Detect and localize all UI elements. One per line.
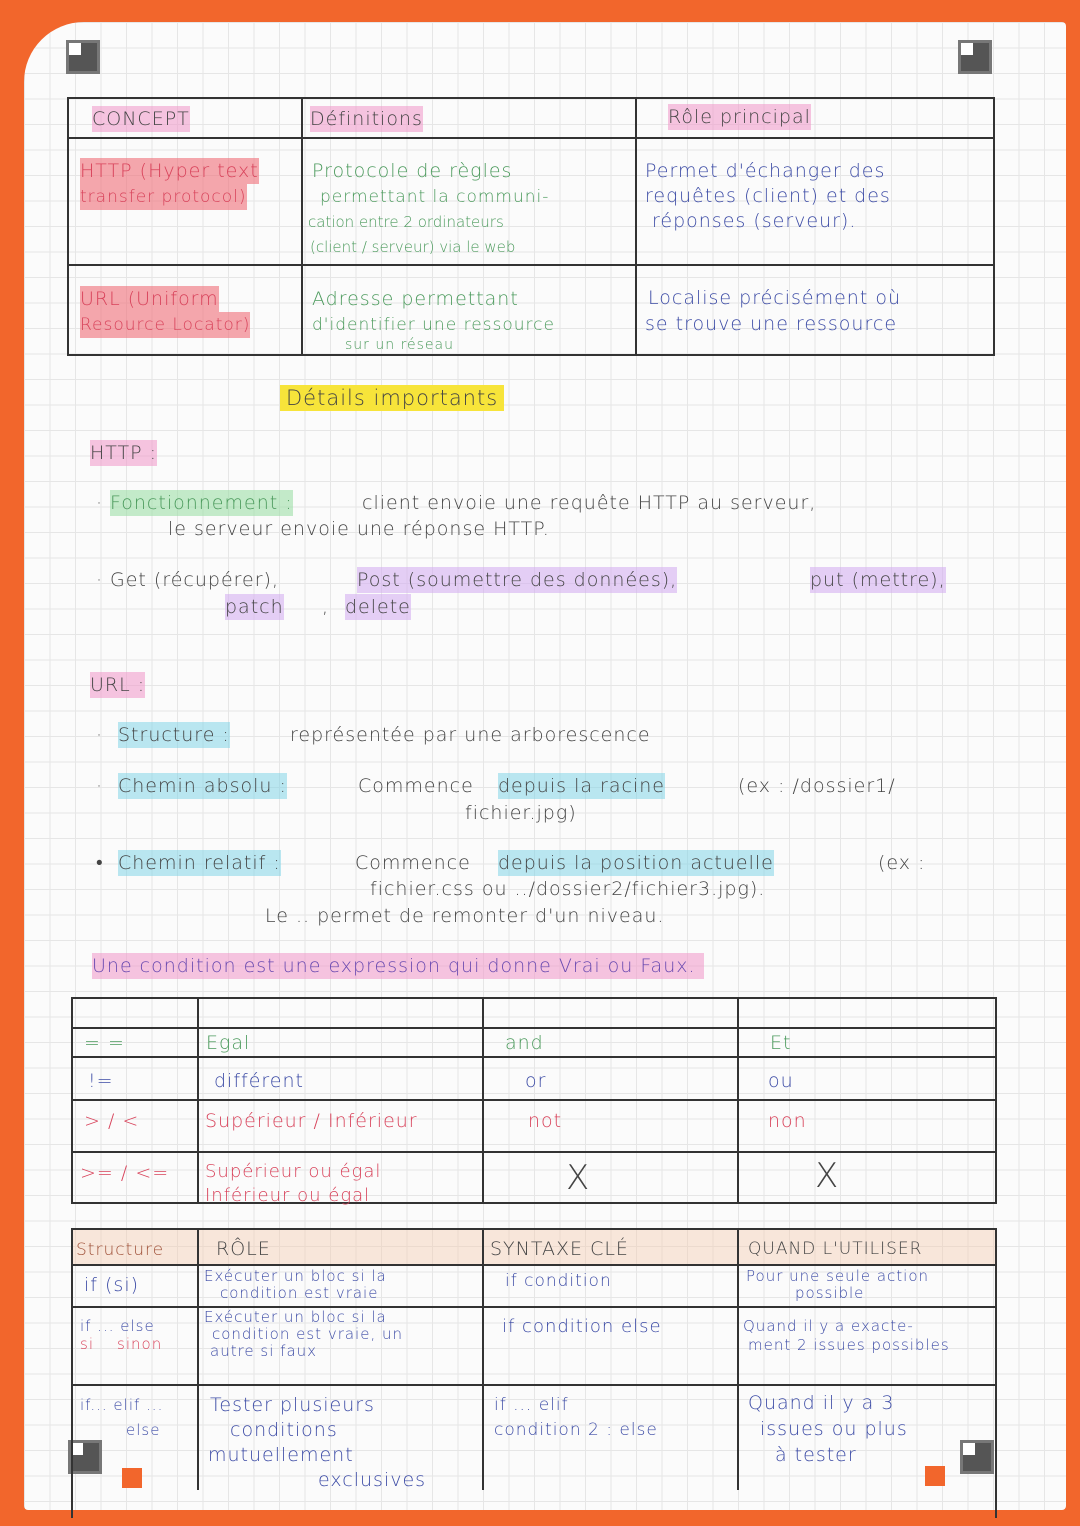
header-concept: CONCEPT (92, 108, 190, 130)
syntax-cell: if condition else (502, 1316, 662, 1337)
structure-cell: if... elif ... (80, 1396, 164, 1414)
role-cell: Exécuter un bloc si la (204, 1267, 387, 1285)
concept-http: HTTP (Hyper text (80, 160, 259, 182)
header-when: QUAND L'UTILISER (748, 1239, 923, 1259)
role-cell: condition est vraie, un (212, 1325, 403, 1343)
highlight-text: depuis la position actuelle (498, 852, 774, 874)
bullet: • (96, 852, 104, 874)
definition-text: sur un réseau (345, 337, 454, 353)
operator-cell: and (505, 1032, 544, 1054)
operator-cell: Supérieur ou égal Inférieur ou égal (205, 1161, 382, 1206)
definition-text: Adresse permettant (312, 288, 519, 310)
operator-cell: > / < (84, 1110, 140, 1132)
when-cell: Pour une seule action (746, 1267, 930, 1285)
body-text: client envoie une requête HTTP au serveur, (362, 492, 817, 514)
body-text: Le .. permet de remonter d'un niveau. (265, 905, 665, 927)
role-cell: conditions (230, 1419, 338, 1441)
header-syntax: SYNTAXE CLÉ (490, 1238, 629, 1260)
role-cell: autre si faux (210, 1342, 318, 1360)
when-cell: possible (795, 1284, 865, 1302)
cross-mark: X (815, 1156, 840, 1196)
operator-cell: Supérieur / Inférieur (205, 1110, 418, 1132)
structure-cell: if (si) (84, 1274, 140, 1296)
role-text: réponses (serveur). (652, 210, 857, 232)
separator: , (322, 596, 330, 618)
definition-text: cation entre 2 ordinateurs (308, 213, 504, 231)
header-role: RÔLE (216, 1238, 271, 1260)
operator-cell: >= / <= (80, 1162, 170, 1184)
operator-cell: Et (770, 1032, 792, 1054)
chemin-relatif-label: Chemin relatif : (118, 852, 281, 874)
body-text: fichier.jpg) (465, 802, 577, 824)
concept-http: transfer protocol) (80, 184, 247, 210)
role-cell: Tester plusieurs (210, 1394, 375, 1416)
fonctionnement-label: Fonctionnement : (110, 492, 293, 514)
bullet: · (96, 569, 104, 591)
chemin-absolu-label: Chemin absolu : (118, 775, 287, 797)
role-cell: mutuellement (208, 1444, 354, 1466)
condition-definition: Une condition est une expression qui donne Vrai ou Faux. (92, 953, 704, 979)
when-cell: Quand il y a 3 (748, 1392, 895, 1414)
definition-text: d'identifier une ressource (312, 315, 555, 335)
body-text: Commence (355, 852, 471, 874)
when-cell: à tester (775, 1444, 857, 1466)
method-delete: delete (345, 596, 411, 618)
role-text: requêtes (client) et des (645, 185, 891, 207)
when-cell: issues ou plus (760, 1418, 908, 1440)
role-cell: exclusives (318, 1469, 427, 1491)
concept-url: Resource Locator) (80, 312, 250, 338)
operator-cell: = = (84, 1032, 125, 1054)
header-structure: Structure (76, 1240, 165, 1260)
operator-cell: différent (214, 1070, 304, 1092)
method-post: Post (soumettre des données), (357, 569, 678, 591)
scan-corner-marker-icon (66, 40, 100, 74)
when-cell: ment 2 issues possibles (748, 1336, 950, 1354)
header-definitions: Définitions (310, 108, 423, 130)
bullet: · (96, 775, 104, 797)
scan-corner-marker-icon (958, 40, 992, 74)
structure-cell: else (126, 1421, 161, 1439)
operator-cell: non (768, 1110, 807, 1132)
header-role: Rôle principal (668, 106, 811, 128)
structure-label: Structure : (118, 724, 230, 746)
method-put: put (mettre), (810, 569, 946, 591)
method-patch: patch (225, 596, 284, 618)
operator-cell: Egal (206, 1032, 251, 1054)
body-text: Commence (358, 775, 474, 797)
bullet: · (96, 724, 104, 746)
role-cell: condition est vraie (220, 1284, 379, 1302)
concept-url: URL (Uniform (80, 288, 219, 310)
highlight-text: depuis la racine (498, 775, 665, 797)
http-heading: HTTP : (90, 442, 158, 464)
when-cell: Quand il y a exacte- (743, 1317, 914, 1335)
operator-cell: or (525, 1070, 547, 1092)
operator-cell: != (88, 1070, 114, 1092)
structure-cell: if ... else (80, 1317, 155, 1335)
role-text: Localise précisément où (648, 287, 902, 309)
cross-mark: X (566, 1158, 591, 1198)
body-text: (ex : (878, 852, 926, 874)
syntax-cell: condition 2 : else (494, 1420, 658, 1440)
syntax-cell: if ... elif (494, 1395, 569, 1415)
method-get: Get (récupérer), (110, 569, 279, 591)
role-cell: Exécuter un bloc si la (204, 1308, 387, 1326)
operator-cell: ou (768, 1070, 794, 1092)
syntax-cell: if condition (505, 1271, 612, 1291)
bullet: · (96, 492, 104, 514)
definition-text: (client / serveur) via le web (310, 238, 516, 256)
role-text: Permet d'échanger des (645, 160, 886, 182)
body-text: fichier.css ou ../dossier2/fichier3.jpg). (370, 878, 766, 900)
definition-text: Protocole de règles (312, 160, 513, 182)
definition-text: permettant la communi- (320, 187, 550, 207)
structure-cell: si sinon (80, 1335, 163, 1353)
operator-cell: not (528, 1110, 563, 1132)
url-heading: URL : (90, 674, 146, 696)
section-title: Détails importants (280, 385, 504, 411)
body-text: le serveur envoie une réponse HTTP. (168, 518, 550, 540)
body-text: représentée par une arborescence (290, 724, 651, 746)
role-text: se trouve une ressource (645, 313, 898, 335)
body-text: (ex : /dossier1/ (738, 775, 896, 797)
